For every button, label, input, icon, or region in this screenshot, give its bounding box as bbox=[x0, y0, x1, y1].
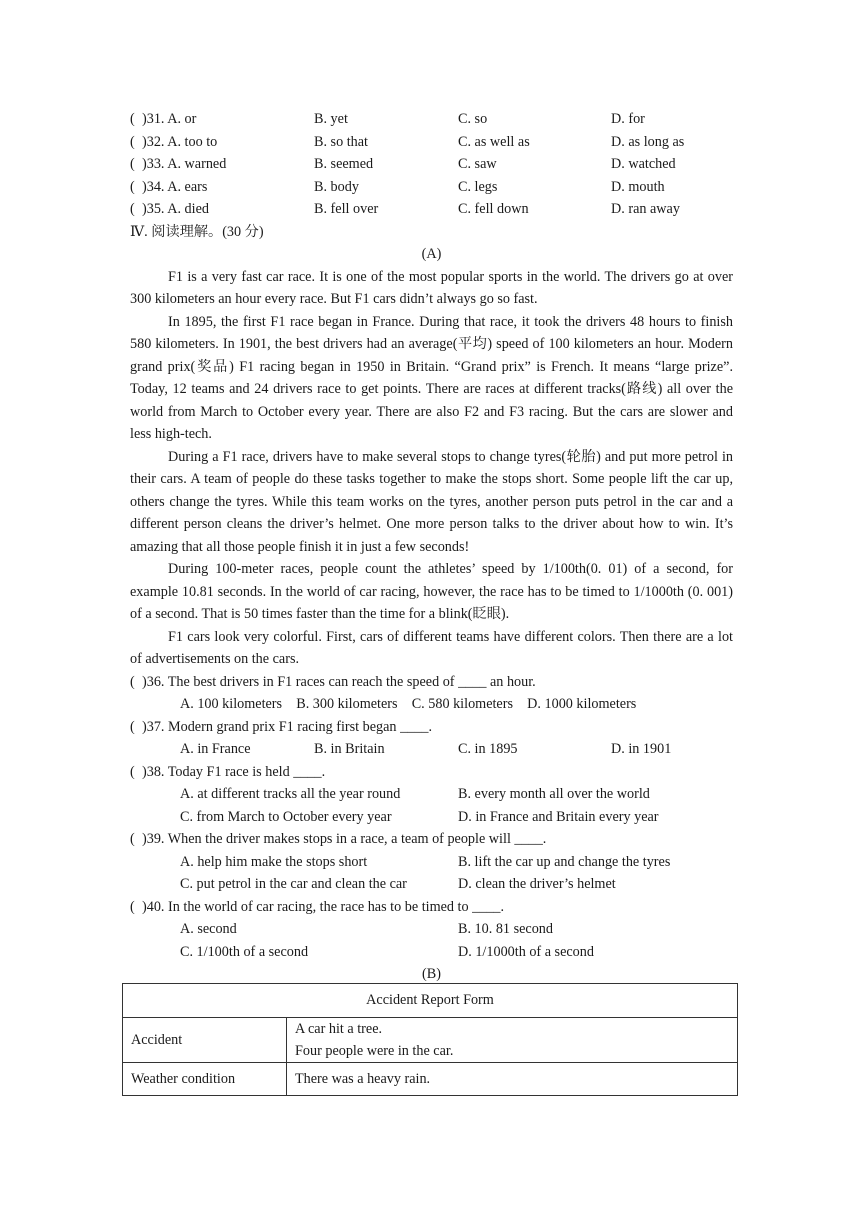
row-label: Weather condition bbox=[123, 1063, 287, 1096]
question-stem: )38. Today F1 race is held ____. bbox=[142, 763, 326, 780]
passage-paragraph: F1 cars look very colorful. First, cars of different teams have different colors. Then there are a lot of advertisements on the cars. bbox=[130, 628, 733, 667]
passage-paragraph: During 100-meter races, people count the athletes’ speed by 1/100th(0. 01) of a second, for example 10.81 seconds. In the world of car racing, however, the race has to be timed to 1/1000th (0. 001) of a second. That is 50 times faster than the time for a blink(眨眼). bbox=[130, 561, 733, 622]
passage-paragraph: During a F1 race, drivers have to make several stops to change tyres(轮胎) and put more petrol in their cars. A team of people do these tasks together to make the stops short. Some people lift the car up, others change the tyres. While this team works on the tyres, another person puts petrol in the car and a different person cleans the driver’s helmet. One more person talks to the driver about how to win. It’s amazing that all those people finish it in just a few seconds! bbox=[130, 448, 733, 555]
option-d: D. in France and Britain every year bbox=[458, 808, 659, 825]
cloze-item-32 bbox=[130, 131, 733, 154]
option-d: D. ran away bbox=[611, 201, 680, 217]
option-c: C. put petrol in the car and clean the car bbox=[180, 876, 407, 892]
option-c: C. so bbox=[458, 111, 488, 127]
row-value: There was a heavy rain. bbox=[287, 1063, 738, 1096]
question-stem: )37. Modern grand prix F1 racing first began ____. bbox=[142, 718, 432, 735]
item-number-option-a: )33. A. warned bbox=[142, 156, 227, 172]
question-37 bbox=[130, 716, 733, 739]
option-a: A. second bbox=[180, 921, 237, 937]
option-b: B. lift the car up and change the tyres bbox=[458, 853, 671, 870]
table-header-row bbox=[123, 984, 738, 1018]
option-b: B. every month all over the world bbox=[458, 786, 650, 802]
cloze-item-33 bbox=[130, 153, 733, 176]
option-a: A. help him make the stops short bbox=[180, 853, 368, 870]
option-b: B. seemed bbox=[314, 156, 374, 172]
answer-bracket: ( bbox=[130, 718, 135, 735]
question-options bbox=[130, 783, 733, 806]
option-d: D. clean the driver’s helmet bbox=[458, 876, 616, 892]
answer-bracket: ( bbox=[130, 201, 135, 217]
option-c: C. fell down bbox=[458, 201, 529, 217]
option-b: B. 10. 81 second bbox=[458, 921, 553, 937]
question-options bbox=[130, 806, 733, 829]
cloze-item-35 bbox=[130, 198, 733, 221]
answer-bracket: ( bbox=[130, 178, 135, 195]
table-row bbox=[123, 1063, 738, 1096]
option-d: D. 1/1000th of a second bbox=[458, 943, 594, 960]
table-row bbox=[123, 1018, 738, 1063]
option-a: A. at different tracks all the year round bbox=[180, 786, 401, 802]
table-title: Accident Report Form bbox=[123, 984, 738, 1018]
question-options bbox=[130, 941, 733, 964]
question-39 bbox=[130, 828, 733, 851]
row-value-line: A car hit a tree. bbox=[295, 1021, 383, 1037]
item-number-option-a: )35. A. died bbox=[142, 201, 209, 217]
row-label: Accident bbox=[123, 1018, 287, 1063]
question-36 bbox=[130, 671, 733, 694]
passage-a-label: (A) bbox=[421, 246, 442, 262]
row-value-line: Four people were in the car. bbox=[295, 1043, 454, 1059]
option-d: D. watched bbox=[611, 156, 676, 172]
answer-bracket: ( bbox=[130, 133, 135, 150]
answer-bracket: ( bbox=[130, 763, 135, 780]
option-b: B. body bbox=[314, 178, 359, 195]
item-number-option-a: )32. A. too to bbox=[142, 133, 218, 150]
passage-paragraph: F1 is a very fast car race. It is one of the most popular sports in the world. The drivers go at over 300 kilometers an hour every race. But F1 cars didn’t always go so fast. bbox=[130, 268, 733, 307]
question-options bbox=[130, 738, 733, 761]
option-d: D. as long as bbox=[611, 133, 685, 150]
option-d: D. mouth bbox=[611, 178, 665, 195]
row-value bbox=[287, 1018, 738, 1063]
question-38 bbox=[130, 761, 733, 784]
option-c: C. legs bbox=[458, 178, 498, 195]
question-stem: )40. In the world of car racing, the race has to be timed to ____. bbox=[142, 898, 505, 915]
answer-bracket: ( bbox=[130, 156, 135, 172]
option-b: B. yet bbox=[314, 111, 348, 127]
option-b: B. so that bbox=[314, 133, 368, 150]
option-d: D. in 1901 bbox=[611, 741, 672, 757]
question-options: A. 100 kilometers B. 300 kilometers C. 580 kilometers D. 1000 kilometers bbox=[180, 696, 637, 712]
passage-paragraph: In 1895, the first F1 race began in France. During that race, it took the drivers 48 hours to finish 580 kilometers. In 1901, the best drivers had an average(平均) speed of 100 kilometers an hour. Modern grand prix(奖品) F1 racing began in 1950 in Britain. “Grand prix” is French. It means “large prize”. Today, 12 teams and 24 drivers race to get points. There are races at different tracks(路线) all over the world from March to October every year. There are also F2 and F3 racing. But the cars are slower and less high-tech. bbox=[130, 313, 733, 442]
option-c: C. as well as bbox=[458, 133, 530, 150]
answer-bracket: ( bbox=[130, 111, 135, 127]
question-options bbox=[130, 851, 733, 874]
cloze-item-31 bbox=[130, 108, 733, 131]
section-title: Ⅳ. 阅读理解。(30 分) bbox=[130, 223, 264, 240]
option-b: B. in Britain bbox=[314, 741, 385, 757]
item-number-option-a: )34. A. ears bbox=[142, 178, 208, 195]
cloze-item-34 bbox=[130, 176, 733, 199]
question-options bbox=[130, 873, 733, 896]
answer-bracket: ( bbox=[130, 673, 135, 690]
question-stem: )36. The best drivers in F1 races can reach the speed of ____ an hour. bbox=[142, 673, 536, 690]
answer-bracket: ( bbox=[130, 898, 135, 915]
option-a: A. in France bbox=[180, 741, 251, 757]
question-40 bbox=[130, 896, 733, 919]
option-d: D. for bbox=[611, 111, 645, 127]
question-stem: )39. When the driver makes stops in a race, a team of people will ____. bbox=[142, 831, 547, 847]
option-c: C. from March to October every year bbox=[180, 808, 392, 825]
question-options bbox=[130, 918, 733, 941]
passage-b-label: (B) bbox=[422, 966, 441, 982]
answer-bracket: ( bbox=[130, 831, 135, 847]
option-c: C. 1/100th of a second bbox=[180, 943, 309, 960]
exam-page bbox=[130, 108, 733, 986]
item-number-option-a: )31. A. or bbox=[142, 111, 197, 127]
option-c: C. saw bbox=[458, 156, 497, 172]
option-b: B. fell over bbox=[314, 201, 379, 217]
accident-report-table bbox=[122, 983, 738, 1096]
option-c: C. in 1895 bbox=[458, 741, 518, 757]
